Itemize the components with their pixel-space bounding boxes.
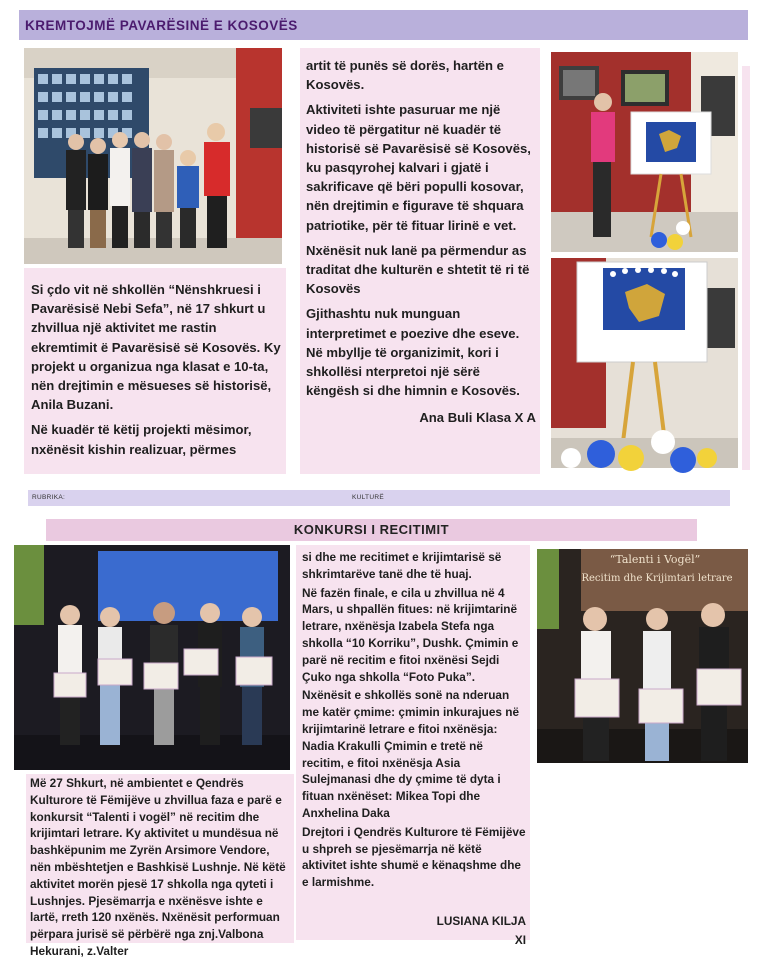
article2-column-1: [30, 775, 292, 962]
photo-flag-on-easel: [551, 258, 738, 468]
paragraph: Drejtori i Qendrës Kulturore të Fëmijëve u shpreh se pjesëmarrja në këtë aktivitet ishte shumë e kënaqshme dhe e larmishme.: [302, 824, 526, 890]
paragraph: Më 27 Shkurt, në ambientet e Qendrës Kulturore të Fëmijëve u zhvillua faza e parë e konkursit “Talenti i vogël” në recitim dhe krijimtari letrare. Ky aktivitet u mundësua në bashkëpunim me Zyrën Arsimore Vendore, nën mbështetjen e Bashkisë Lushnje. Në këtë aktivitet morën pjesë 17 shkolla nga qyteti i Lushnjes. Pjesëmarrja e nxënësve ishte e lartë, rreth 120 nxënës. Nxënësit performuan përpara jurisë së përbërë nga znj.Valbona Hekurani, z.Valter: [30, 776, 286, 958]
article2-signature-name: LUSIANA KILJA: [436, 913, 526, 928]
paragraph: Në fazën finale, e cila u zhvillua në 4 Mars, u shpallën fitues: në krijimtarinë letrare, nxënësja Izabela Stefa nga shkolla “10 Korriku”, Dushk. Çmimin e parë në recitim e fitoi nxënësi Sejdi Çuko nga shkolla “Foto Puka”.: [302, 585, 519, 684]
banner-text: “Talenti i Vogël”: [609, 553, 701, 566]
photo-award-winners: [14, 545, 290, 770]
rubrika-value: KULTURË: [352, 494, 384, 501]
paragraph: si dhe me recitimet e krijimtarisë së shkrimtarëve tanë dhe të huaj.: [302, 550, 502, 581]
paragraph: artit të punës së dorës, hartën e Kosovës.: [306, 58, 504, 93]
paragraph: Në kuadër të këtij projekti mësimor, nxënësit kishin realizuar, përmes: [31, 422, 252, 457]
article-signature: Ana Buli Klasa X A: [419, 410, 536, 426]
article-column-2: [306, 56, 536, 434]
paragraph: Nxënësit nuk lanë pa përmendur as traditat dhe kulturën e shtetit të ri të Kosovës: [306, 242, 530, 297]
section-title-independence: KREMTOJMË PAVARËSINË E KOSOVËS: [19, 10, 748, 40]
article2-signature-class: XI: [514, 932, 526, 947]
paragraph: Aktiviteti ishte pasuruar me një video të përgatitur në kuadër të historisë së Pavarësisë së Kosovës, ku pasqyrohej kalvari i gjatë i sakrificave që bëri populli kosovar, nën drejtimin e figurave të shquara patriotike, për të fituar lirinë e vet.: [306, 102, 531, 233]
rubrika-label: RUBRIKA:: [32, 494, 66, 501]
article-column-1: [31, 280, 283, 465]
rubrika-bar: [28, 490, 730, 506]
photo-students-group: [24, 48, 282, 264]
banner-text: Recitim dhe Krijimtari letrare: [581, 573, 733, 584]
article2-column-2: [302, 549, 526, 951]
section-title-recitation: KONKURSI I RECITIMIT: [46, 519, 697, 541]
paragraph: Si çdo vit në shkollën “Nënshkruesi i Pavarësisë Nebi Sefa”, në 17 shkurt u zhvillua një aktivitet me rastin ekremtimit ë Pavarësisë së Kosovës. Ky projekt u organizua nga klasat e 10-ta, nën drejtimin e mësueses së historisë, Anila Buzani.: [31, 282, 281, 413]
column-bg-right-strip: [742, 66, 750, 470]
paragraph: Gjithashtu nuk munguan interpretimet e poezive dhe eseve. Në mbyllje të organizimit, kori i shkollësi nterpretoi një sërë këngësh si dhe himnin e Kosovës.: [306, 306, 520, 399]
photo-girl-with-flag: [551, 52, 738, 252]
photo-three-girls-certificates: [537, 549, 748, 763]
paragraph: Nxënësit e shkollës sonë na nderuan me katër çmime: çmimin inkurajues në krijimtarinë letrare e fitoi nxënësja: Nadia Krakulli Çmimin e tretë në recitim, e fitoi nxënësja Asia Sulejmanasi dhe dy çmime të dyta i fituan nxënëset: Mikea Topi dhe Anxhelina Daka: [302, 688, 520, 820]
